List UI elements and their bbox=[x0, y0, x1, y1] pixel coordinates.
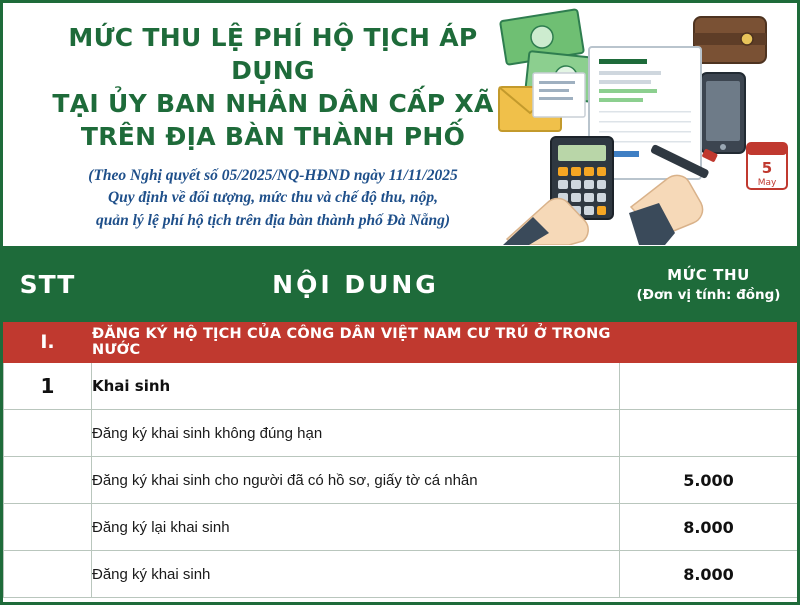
title-line-3: TRÊN ĐỊA BÀN THÀNH PHỐ bbox=[80, 122, 466, 151]
row-fee bbox=[620, 322, 798, 363]
header-section bbox=[3, 3, 797, 246]
calendar-icon bbox=[747, 143, 787, 189]
title-line-2: TẠI ỦY BAN NHÂN DÂN CẤP XÃ bbox=[52, 89, 494, 118]
row-label: Đăng ký khai sinh cho người đã có hồ sơ, giấy tờ cá nhân bbox=[92, 457, 620, 504]
row-fee: 8.000 bbox=[620, 551, 798, 598]
column-header-fee-main: MỨC THU bbox=[667, 265, 750, 284]
subtitle-line-1: (Theo Nghị quyết số 05/2025/NQ-HĐND ngày 11/11/2025 bbox=[88, 167, 458, 184]
page-title bbox=[23, 21, 523, 153]
row-stt bbox=[4, 504, 92, 551]
row-stt: I. bbox=[4, 322, 92, 363]
row-stt bbox=[4, 410, 92, 457]
row-label: Khai sinh bbox=[92, 363, 620, 410]
column-header-content: NỘI DUNG bbox=[92, 247, 620, 322]
smartphone-icon bbox=[701, 73, 745, 153]
column-header-fee-unit: (Đơn vị tính: đồng) bbox=[636, 286, 781, 303]
row-fee: 8.000 bbox=[620, 504, 798, 551]
page-subtitle bbox=[23, 165, 523, 232]
table-row bbox=[4, 363, 798, 410]
row-label: Đăng ký lại khai sinh bbox=[92, 504, 620, 551]
wallet-icon bbox=[694, 17, 766, 63]
subtitle-line-2: Quy định về đối tượng, mức thu và chế độ thu, nộp, bbox=[107, 189, 439, 207]
column-header-fee bbox=[620, 247, 798, 322]
fee-table bbox=[3, 246, 798, 598]
row-label: ĐĂNG KÝ HỘ TỊCH CỦA CÔNG DÂN VIỆT NAM CƯ TRÚ Ở TRONG NƯỚC bbox=[92, 322, 620, 363]
table-row bbox=[4, 504, 798, 551]
row-label: Đăng ký khai sinh bbox=[92, 551, 620, 598]
table-row bbox=[4, 322, 798, 363]
row-fee bbox=[620, 410, 798, 457]
table-row bbox=[4, 457, 798, 504]
svg-text:5: 5 bbox=[761, 159, 773, 177]
row-stt bbox=[4, 457, 92, 504]
office-desk-illustration bbox=[489, 7, 789, 245]
table-header-row bbox=[4, 247, 798, 322]
envelope-icon bbox=[499, 73, 585, 131]
table-row bbox=[4, 551, 798, 598]
table-row bbox=[4, 410, 798, 457]
svg-text:May: May bbox=[757, 178, 777, 188]
row-fee bbox=[620, 363, 798, 410]
row-stt: 1 bbox=[4, 363, 92, 410]
title-line-1: MỨC THU LỆ PHÍ HỘ TỊCH ÁP DỤNG bbox=[68, 23, 478, 85]
row-fee: 5.000 bbox=[620, 457, 798, 504]
row-stt bbox=[4, 551, 92, 598]
subtitle-line-3: quản lý lệ phí hộ tịch trên địa bàn thành phố Đà Nẵng) bbox=[96, 211, 450, 229]
row-label: Đăng ký khai sinh không đúng hạn bbox=[92, 410, 620, 457]
column-header-stt: STT bbox=[4, 247, 92, 322]
